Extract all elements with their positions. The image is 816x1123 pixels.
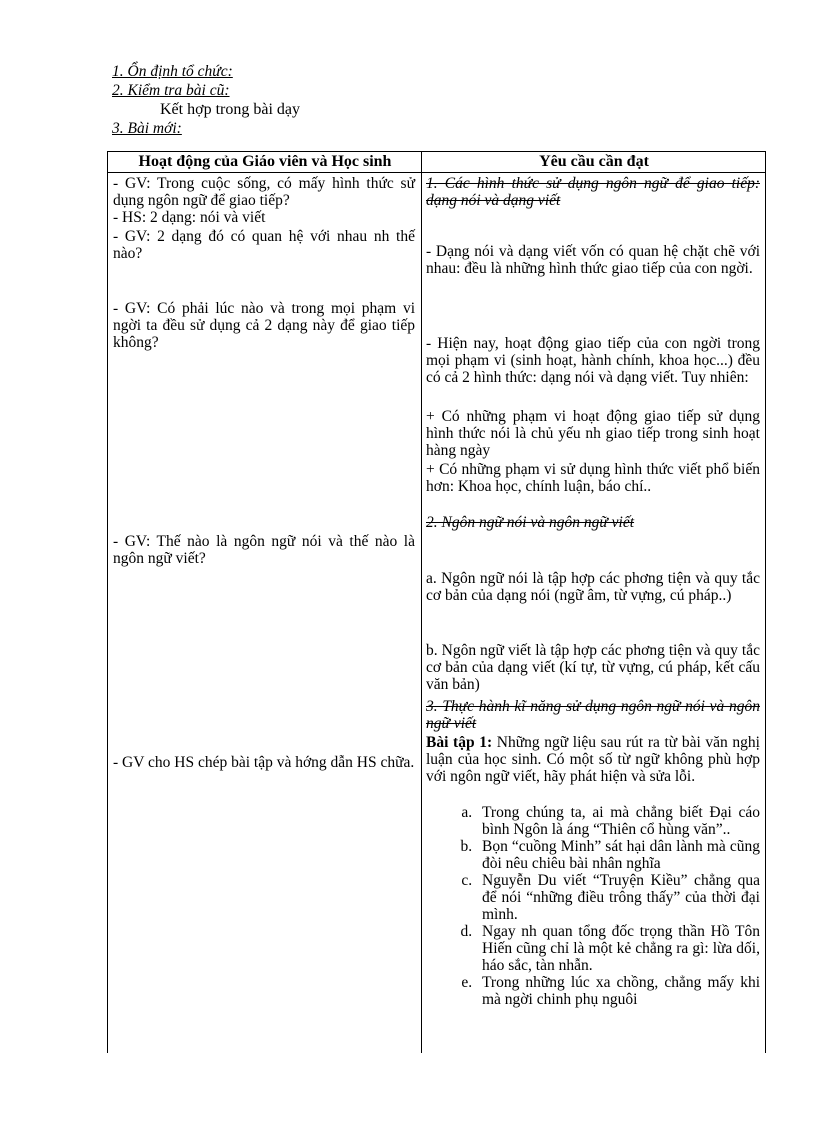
step-2-text: Kết hợp trong bài dạy [160,101,300,118]
lesson-steps [112,62,300,138]
section-2-heading: 2. Ngôn ngữ nói và ngôn ngữ viết [426,514,635,531]
lesson-table [107,151,766,1053]
answer-relationship: - Dạng nói và dạng viết vốn có quan hệ chặt chẽ với nhau: đều là những hình thức giao tiếp của con ngời. [426,243,760,277]
definition-written-language: b. Ngôn ngữ viết là tập hợp các phơng tiện và quy tắc cơ bản của dạng viết (kí tự, từ vựng, cú pháp, kết cấu văn bản) [426,642,760,693]
column-header-requirements: Yêu cầu cần đạt [539,153,649,170]
exercise-1-prompt: Những ngữ liệu sau rút ra từ bài văn nghị luận của học sinh. Có một số từ ngữ không phù hợp với ngôn ngữ viết, hãy phát hiện và sửa lỗi. [426,734,760,785]
list-item: d. Ngay nh quan tổng đốc trọng thần Hồ Tôn Hiến cũng chỉ là một kẻ chẳng ra gì: lừa dối, háo sắc, tàn nhẫn. [476,923,760,974]
answer-scope-spoken: + Có những phạm vi hoạt động giao tiếp sử dụng hình thức nói là chủ yếu nh giao tiếp trong sinh hoạt hàng ngày [426,408,760,459]
header-divider [108,172,765,173]
answer-scope-written: + Có những phạm vi sử dụng hình thức viết phổ biến hơn: Khoa học, chính luận, báo chí.. [426,461,760,495]
exercise-1-label: Bài tập 1: [426,734,493,751]
section-1-heading: 1. Các hình thức sử dụng ngôn ngữ để giao tiếp: dạng nói và dạng viết [426,175,760,209]
answer-scope: - Hiện nay, hoạt động giao tiếp của con ngời trong mọi phạm vi (sinh hoạt, hành chính, khoa học...) đều có cả 2 hình thức: dạng nói và dạng viết. Tuy nhiên: [426,335,760,386]
column-header-activities: Hoạt động của Giáo viên và Học sinh [138,153,392,170]
teacher-question-4: - GV: Thế nào là ngôn ngữ nói và thế nào là ngôn ngữ viết? [113,533,415,567]
exercise-1 [426,734,760,785]
list-item: b. Bọn “cuồng Minh” sát hại dân lành mà cũng đòi nêu chiêu bài nhân nghĩa [476,838,760,872]
section-3-heading: 3. Thực hành kĩ năng sử dụng ngôn ngữ nói và ngôn ngữ viết [426,698,760,732]
definition-spoken-language: a. Ngôn ngữ nói là tập hợp các phơng tiện và quy tắc cơ bản của dạng nói (ngữ âm, từ vựng, cú pháp..) [426,570,760,604]
column-divider [421,152,422,1053]
teacher-question-3: - GV: Có phải lúc nào và trong mọi phạm vi ngời ta đều sử dụng cả 2 dạng này để giao tiếp không? [113,300,415,351]
list-item: a. Trong chúng ta, ai mà chẳng biết Đại cáo bình Ngôn là áng “Thiên cổ hùng văn”.. [476,804,760,838]
step-2-heading: 2. Kiểm tra bài cũ: [112,82,230,99]
step-3-heading: 3. Bài mới: [112,120,182,137]
step-1-heading: 1. Ổn định tổ chức: [112,63,233,80]
list-item: c. Nguyễn Du viết “Truyện Kiều” chẳng qua để nói “những điều trông thấy” của thời đại mình. [476,872,760,923]
student-answer-1: - HS: 2 dạng: nói và viết [113,209,266,226]
list-item: e. Trong những lúc xa chồng, chẳng mấy khi mà ngời chinh phụ nguôi [476,974,760,1008]
exercise-1-items [426,804,760,1008]
teacher-question-2: - GV: 2 dạng đó có quan hệ với nhau nh thế nào? [113,228,415,262]
teacher-instruction-5: - GV cho HS chép bài tập và hớng dẫn HS chữa. [113,754,415,771]
teacher-question-1: - GV: Trong cuộc sống, có mấy hình thức sử dụng ngôn ngữ để giao tiếp? [113,175,415,209]
